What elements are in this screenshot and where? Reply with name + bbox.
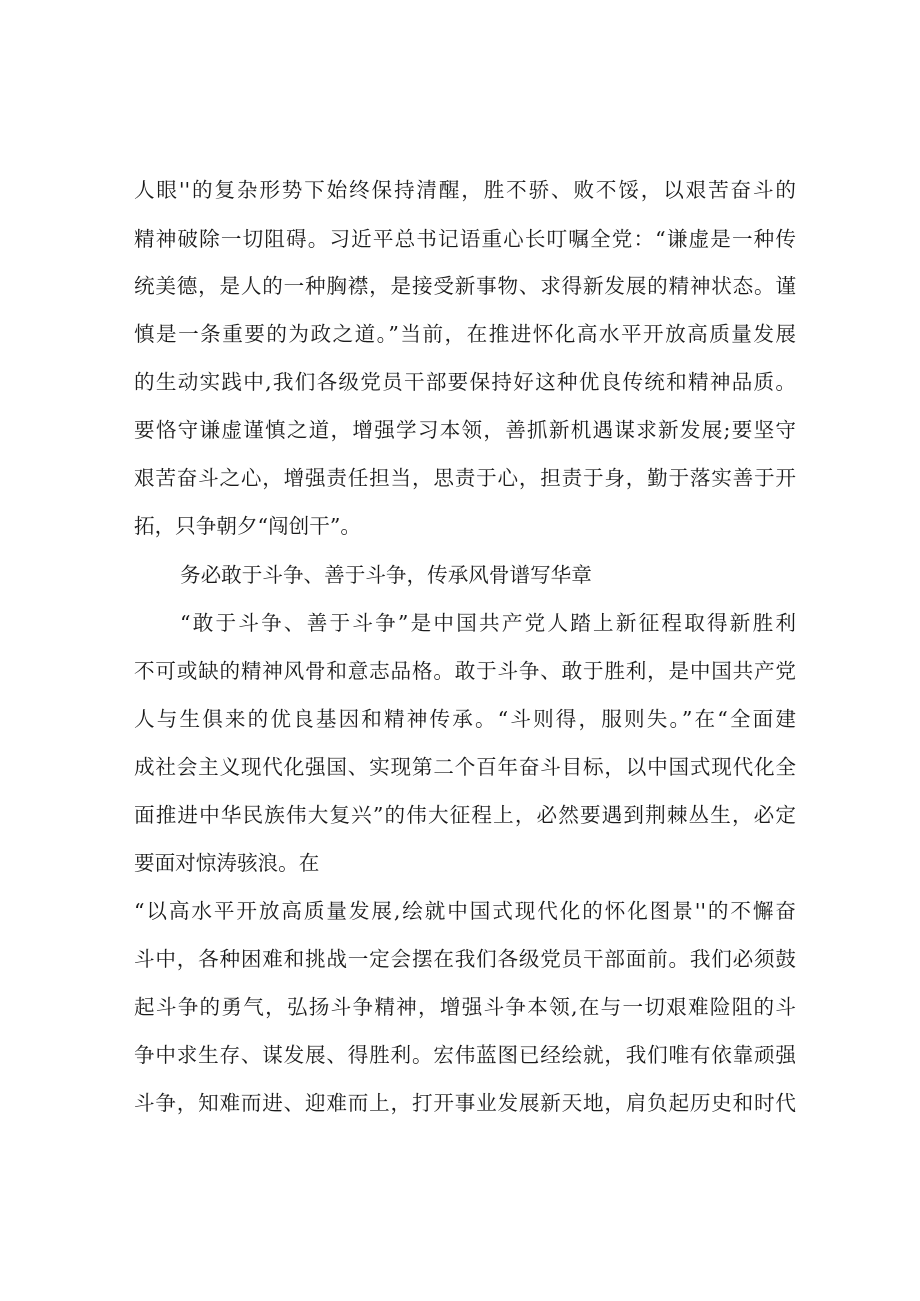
text-line: 精神破除一切阻碍。习近平总书记语重心长叮嘱全党：“谦虚是一种传 xyxy=(134,227,796,251)
text-line: 艰苦奋斗之心，增强责任担当，思责于心，担责于身，勤于落实善于开 xyxy=(134,466,796,490)
text-line: 人与生俱来的优良基因和精神传承。“斗则得，服则失。”在“全面建 xyxy=(134,707,796,731)
text-line: 人眼''的复杂形势下始终保持清醒，胜不骄、败不馁，以艰苦奋斗的 xyxy=(134,178,796,202)
text-line: 的生动实践中,我们各级党员干部要保持好这种优良传统和精神品质。 xyxy=(134,370,796,394)
text-line: 不可或缺的精神风骨和意志品格。敢于斗争、敢于胜利，是中国共产党 xyxy=(134,659,796,683)
text-line: 慎是一条重要的为政之道。”当前，在推进怀化高水平开放高质量发展 xyxy=(134,322,796,346)
text-line: “以高水平开放高质量发展,绘就中国式现代化的怀化图景''的不懈奋 xyxy=(134,899,796,923)
text-line: 斗争，知难而进、迎难而上，打开事业发展新天地，肩负起历史和时代 xyxy=(134,1091,796,1115)
text-line: 面推进中华民族伟大复兴”的伟大征程上，必然要遇到荆棘丛生，必定 xyxy=(134,803,796,827)
section-heading: 务必敢于斗争、善于斗争，传承风骨谱写华章 xyxy=(180,563,592,587)
text-line: 成社会主义现代化强国、实现第二个百年奋斗目标，以中国式现代化全 xyxy=(134,755,796,779)
text-line: 斗中，各种困难和挑战一定会摆在我们各级党员干部面前。我们必须鼓 xyxy=(134,947,796,971)
text-line: “敢于斗争、善于斗争”是中国共产党人踏上新征程取得新胜利 xyxy=(180,611,796,635)
text-line: 要恪守谦虚谨慎之道，增强学习本领，善抓新机遇谋求新发展;要坚守 xyxy=(134,418,796,442)
text-line: 拓，只争朝夕“闯创干”。 xyxy=(134,514,361,538)
text-line: 起斗争的勇气，弘扬斗争精神，增强斗争本领,在与一切艰难险阻的斗 xyxy=(134,995,796,1019)
text-line: 统美德，是人的一种胸襟，是接受新事物、求得新发展的精神状态。谨 xyxy=(134,274,796,298)
text-line: 要面对惊涛骇浪。在 xyxy=(134,851,320,875)
text-line: 争中求生存、谋发展、得胜利。宏伟蓝图已经绘就，我们唯有依靠顽强 xyxy=(134,1043,796,1067)
